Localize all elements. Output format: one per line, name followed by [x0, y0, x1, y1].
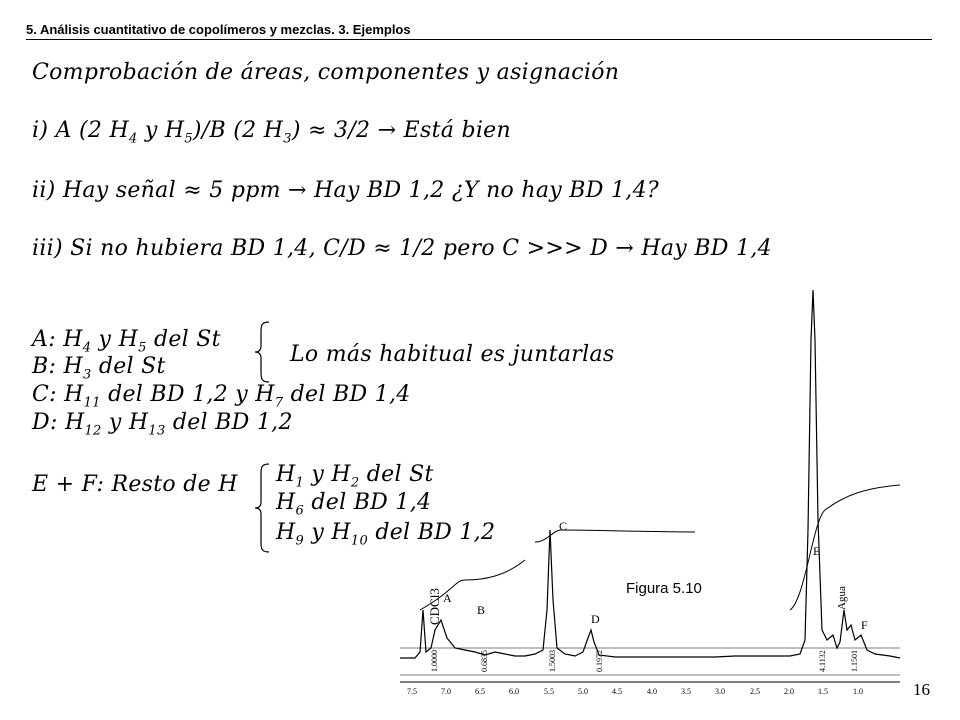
- axis-ticks: [407, 687, 863, 696]
- ef-item-1: $H_1$ y $H_2$ del St: [276, 462, 434, 491]
- figure-caption: Figura 5.10: [626, 580, 702, 597]
- note-juntarlas: Lo más habitual es juntarlas: [290, 342, 615, 367]
- axis-tick-label: 4.0: [647, 687, 657, 696]
- line-i: i) A (2 $H_4$ y $H_5)/B$ (2 $H_3) \approx 3/2$ → Está bien: [32, 118, 511, 147]
- header-rule: [26, 39, 932, 40]
- peak-label-cdcl3: CDCl3: [427, 588, 442, 625]
- ef-item-3: $H_9$ y $H_{10}$ del BD 1,2: [276, 520, 496, 549]
- peak-label-e: E: [813, 544, 821, 558]
- ef-item-2: $H_6$ del BD 1,4: [276, 490, 432, 519]
- peak-label-f: F: [861, 618, 868, 632]
- assignment-c: C: $H_{11}$ del BD 1,2 y $H_7$ del BD 1,4: [32, 382, 411, 411]
- integral-value: 0.6835: [480, 650, 489, 672]
- peak-label-d: D: [591, 612, 600, 626]
- slide-header: 5. Análisis cuantitativo de copolímeros y mezclas. 3. Ejemplos: [26, 22, 411, 37]
- integral-value: 1.0000: [430, 650, 439, 672]
- axis-tick-label: 6.5: [475, 687, 485, 696]
- axis-tick-label: 2.5: [750, 687, 760, 696]
- peak-label-c: C: [559, 519, 568, 533]
- axis-tick-label: 2.0: [784, 687, 794, 696]
- peak-label-a: A: [443, 591, 452, 605]
- slide-heading: Comprobación de áreas, componentes y asignación: [32, 60, 620, 85]
- integral-value: 1.1501: [850, 650, 859, 672]
- peak-label-b: B: [477, 603, 486, 617]
- axis-tick-label: 7.0: [441, 687, 451, 696]
- integral-value: 4.1132: [818, 650, 827, 672]
- axis-tick-label: 7.5: [407, 687, 417, 696]
- peak-label-agua: Agua: [836, 586, 848, 610]
- axis-tick-label: 5.5: [544, 687, 554, 696]
- axis-tick-label: 3.0: [715, 687, 725, 696]
- brace-ef: [255, 462, 275, 554]
- axis-tick-label: 4.5: [612, 687, 622, 696]
- ef-label: E + F: Resto de H: [32, 472, 238, 497]
- page-number: 16: [913, 680, 930, 699]
- assignment-a: A: $H_4$ y $H_5$ del St: [32, 327, 221, 356]
- brace-ab: [255, 320, 275, 384]
- axis-tick-label: 3.5: [681, 687, 691, 696]
- axis-tick-label: 1.0: [853, 687, 863, 696]
- assignment-d: D: $H_{12}$ y $H_{13}$ del BD 1,2: [32, 410, 293, 439]
- assignment-b: B: $H_3$ del St: [32, 354, 166, 383]
- integral-value: 0.1972: [595, 650, 604, 672]
- line-ii: ii) Hay señal ≈ 5 ppm → Hay BD 1,2 ¿Y no hay BD 1,4?: [32, 178, 659, 203]
- integral-value: 1.5003: [548, 650, 557, 672]
- axis-tick-label: 1.5: [818, 687, 828, 696]
- axis-tick-label: 6.0: [509, 687, 519, 696]
- line-iii: iii) Si no hubiera BD 1,4, C/D ≈ 1/2 pero C >>> D → Hay BD 1,4: [32, 236, 772, 261]
- axis-tick-label: 5.0: [578, 687, 588, 696]
